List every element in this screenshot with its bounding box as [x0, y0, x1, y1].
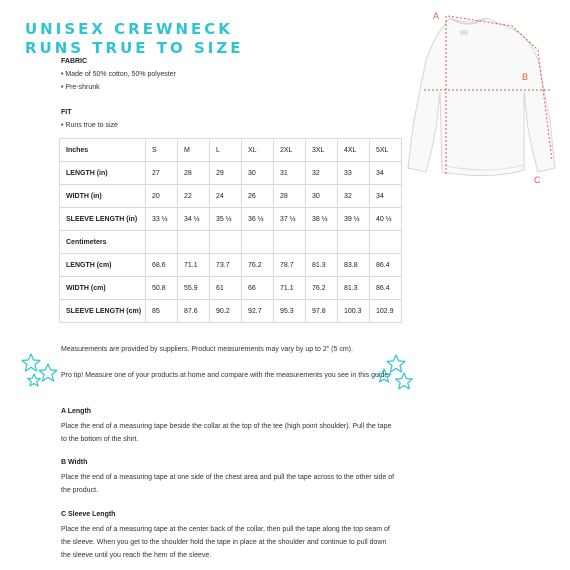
table-cell: 83.8 — [338, 254, 370, 277]
table-cell: 97.8 — [306, 300, 338, 323]
table-cell: 71.1 — [178, 254, 210, 277]
row-label: LENGTH (cm) — [60, 254, 146, 277]
table-row — [60, 162, 402, 185]
table-cell: 26 — [242, 185, 274, 208]
pro-tip-note: Pro tip! Measure one of your products at home and compare with the measurements you see in this guide. — [61, 372, 391, 379]
title-line-2: RUNS TRUE TO SIZE — [25, 39, 244, 57]
table-cell: 95.3 — [274, 300, 306, 323]
size-header: 2XL — [274, 139, 306, 162]
size-header: 3XL — [306, 139, 338, 162]
table-cell: 33 ½ — [146, 208, 178, 231]
size-header: 5XL — [370, 139, 402, 162]
table-cell: 85 — [146, 300, 178, 323]
row-label: WIDTH (in) — [60, 185, 146, 208]
guide-c-text: Place the end of a measuring tape at the center back of the collar, then pull the tape along the top seam of the sleeve. When you get to the shoulder hold the tape in place at the shoulder and continue to pull down the sleeve until you reach the hem of the sleeve. — [61, 526, 390, 559]
measure-label-b: B — [522, 72, 529, 82]
table-cell: 55.9 — [178, 277, 210, 300]
row-label: WIDTH (cm) — [60, 277, 146, 300]
size-header: S — [146, 139, 178, 162]
star-icon — [20, 352, 64, 390]
table-cell: 24 — [210, 185, 242, 208]
table-cell: 30 — [306, 185, 338, 208]
size-header: 4XL — [338, 139, 370, 162]
table-cell: 86.4 — [370, 254, 402, 277]
table-cell: 33 — [338, 162, 370, 185]
table-cell: 92.7 — [242, 300, 274, 323]
table-cell: 71.1 — [274, 277, 306, 300]
guide-a-text: Place the end of a measuring tape beside the collar at the top of the tee (high point shoulder). Pull the tape to the bottom of the shirt. — [61, 423, 392, 443]
table-cell: 32 — [338, 185, 370, 208]
table-cell: 76.2 — [242, 254, 274, 277]
table-cell: 102.9 — [370, 300, 402, 323]
table-cell: 73.7 — [210, 254, 242, 277]
fabric-item: • Pre-shrunk — [61, 84, 100, 91]
table-cell: 34 — [370, 162, 402, 185]
table-row — [60, 208, 402, 231]
table-cell: 35 ½ — [210, 208, 242, 231]
fabric-item: • Made of 50% cotton, 50% polyester — [61, 71, 176, 78]
table-row — [60, 254, 402, 277]
table-cell: 76.2 — [306, 277, 338, 300]
table-cell: 28 — [178, 162, 210, 185]
table-cell: 36 ½ — [242, 208, 274, 231]
table-row — [60, 185, 402, 208]
size-header: L — [210, 139, 242, 162]
measure-label-a: A — [433, 11, 440, 21]
guide-c-title: C Sleeve Length — [61, 511, 116, 518]
centimeters-header: Centimeters — [60, 231, 146, 254]
size-header: M — [178, 139, 210, 162]
table-row — [60, 139, 402, 162]
table-cell: 29 — [210, 162, 242, 185]
guide-b-text: Place the end of a measuring tape at one side of the chest area and pull the tape across to the other side of the product. — [61, 474, 395, 494]
measurements-note: Measurements are provided by suppliers. Product measurements may vary by up to 2" (5 cm). — [61, 346, 353, 353]
title-line-1: UNISEX CREWNECK — [25, 20, 233, 38]
table-cell: 27 — [146, 162, 178, 185]
table-cell: 22 — [178, 185, 210, 208]
table-cell: 81.3 — [338, 277, 370, 300]
table-cell: 68.6 — [146, 254, 178, 277]
fabric-label: FABRIC — [61, 58, 88, 65]
page-title — [25, 20, 243, 58]
table-cell: 20 — [146, 185, 178, 208]
fit-label: FIT — [61, 109, 72, 116]
size-chart-table — [59, 138, 402, 323]
table-cell: 34 ½ — [178, 208, 210, 231]
star-icon — [374, 353, 418, 393]
table-cell: 100.3 — [338, 300, 370, 323]
fit-item: • Runs true to size — [61, 122, 118, 129]
table-cell: 90.2 — [210, 300, 242, 323]
table-row — [60, 300, 402, 323]
guide-b-title: B Width — [61, 459, 88, 466]
measure-label-c: C — [534, 175, 541, 185]
table-cell: 50.8 — [146, 277, 178, 300]
table-cell: 39 ½ — [338, 208, 370, 231]
table-cell: 78.7 — [274, 254, 306, 277]
row-label: SLEEVE LENGTH (in) — [60, 208, 146, 231]
table-cell: 40 ½ — [370, 208, 402, 231]
row-label: LENGTH (in) — [60, 162, 146, 185]
table-cell: 38 ½ — [306, 208, 338, 231]
table-row — [60, 231, 402, 254]
size-header: XL — [242, 139, 274, 162]
table-cell: 37 ½ — [274, 208, 306, 231]
row-label: SLEEVE LENGTH (cm) — [60, 300, 146, 323]
table-cell: 86.4 — [370, 277, 402, 300]
inches-header: Inches — [60, 139, 146, 162]
table-cell: 61 — [210, 277, 242, 300]
table-row — [60, 277, 402, 300]
table-cell: 87.6 — [178, 300, 210, 323]
table-cell: 34 — [370, 185, 402, 208]
sweatshirt-diagram — [390, 0, 565, 190]
table-cell: 30 — [242, 162, 274, 185]
table-cell: 32 — [306, 162, 338, 185]
table-cell: 66 — [242, 277, 274, 300]
table-cell: 31 — [274, 162, 306, 185]
sweatshirt-icon — [408, 18, 555, 176]
guide-a-title: A Length — [61, 408, 92, 415]
table-cell: 81.3 — [306, 254, 338, 277]
table-cell: 28 — [274, 185, 306, 208]
